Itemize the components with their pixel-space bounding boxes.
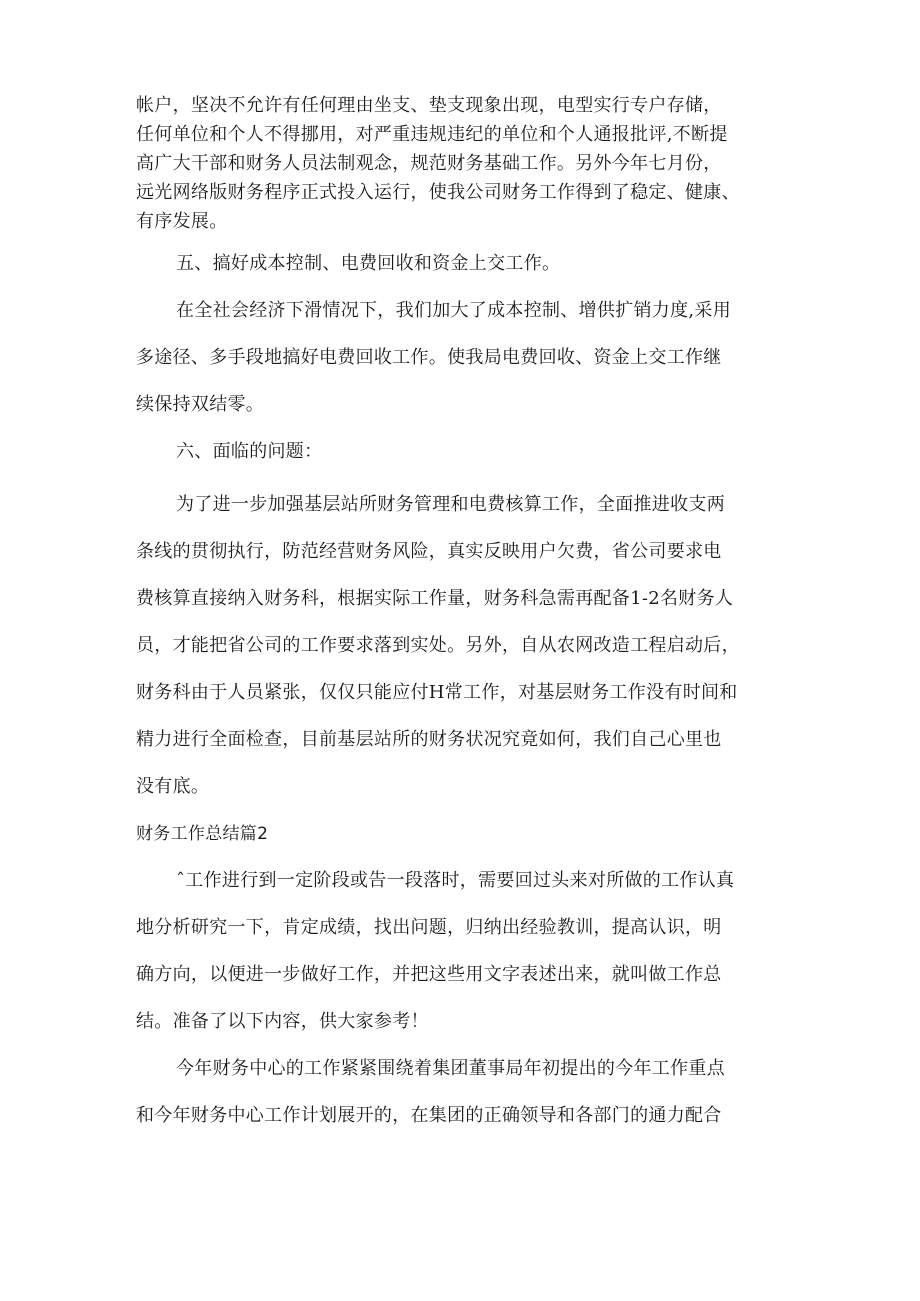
paragraph-line: 高广大干部和财务人员法制观念，规范财务基础工作。另外今年七月份， [136,153,722,174]
paragraph-line: 结。准备了以下内容，供大家参考！ [136,1011,429,1032]
paragraph-line: 远光网络版财务程序正式投入运行，使我公司财务工作得到了稳定、健康、 [136,182,740,203]
section-heading: 六、面临的问题： [176,441,323,462]
paragraph-line: 多途径、多手段地搞好电费回收工作。使我局电费回收、资金上交工作继 [136,347,722,368]
section-heading: 五、搞好成本控制、电费回收和资金上交工作。 [176,253,561,274]
paragraph-line: 条线的贯彻执行，防范经营财务风险，真实反映用户欠费，省公司要求电 [136,541,722,562]
paragraph-line: 费核算直接纳入财务科，根据实际工作量，财务科急需再配备1-2名财务人 [136,588,734,609]
paragraph-line: 精力进行全面检查，目前基层站所的财务状况究竟如何，我们自己心里也 [136,729,722,750]
paragraph-line: 帐户，坚决不允许有任何理由坐支、垫支现象出现，电型实行专户存储， [136,95,722,116]
paragraph-line: 员，才能把省公司的工作要求落到实处。另外，自从农网改造工程启动后， [136,635,740,656]
paragraph-line: 为了进一步加强基层站所财务管理和电费核算工作，全面推进收支两 [176,494,725,515]
paragraph-line: 财务科由于人员紧张，仅仅只能应付H常工作，对基层财务工作没有时间和 [136,682,738,703]
paragraph-line: ˆ工作进行到一定阶段或告一段落时，需要回过头来对所做的工作认真 [176,870,735,891]
paragraph-line: 任何单位和个人不得挪用，对严重违规违纪的单位和个人通报批评,不断提 [136,124,728,145]
paragraph-line: 有序发展。 [136,211,228,232]
article-title: 财务工作总结篇2 [136,824,269,844]
paragraph-line: 没有底。 [136,776,210,797]
paragraph-line: 续保持双结零。 [136,394,265,415]
paragraph-line: 确方向，以便进一步做好工作，并把这些用文字表述出来，就叫做工作总 [136,964,722,985]
paragraph-line: 在全社会经济下滑情况下，我们加大了成本控制、增供扩销力度,采用 [176,300,732,321]
paragraph-line: 和今年财务中心工作计划展开的，在集团的正确领导和各部门的通力配合 [136,1105,722,1126]
paragraph-line: 地分析研究一下，肯定成绩，找出问题，归纳出经验教训，提高认识，明 [136,917,722,938]
paragraph-line: 今年财务中心的工作紧紧围绕着集团董事局年初提出的今年工作重点 [176,1058,725,1079]
